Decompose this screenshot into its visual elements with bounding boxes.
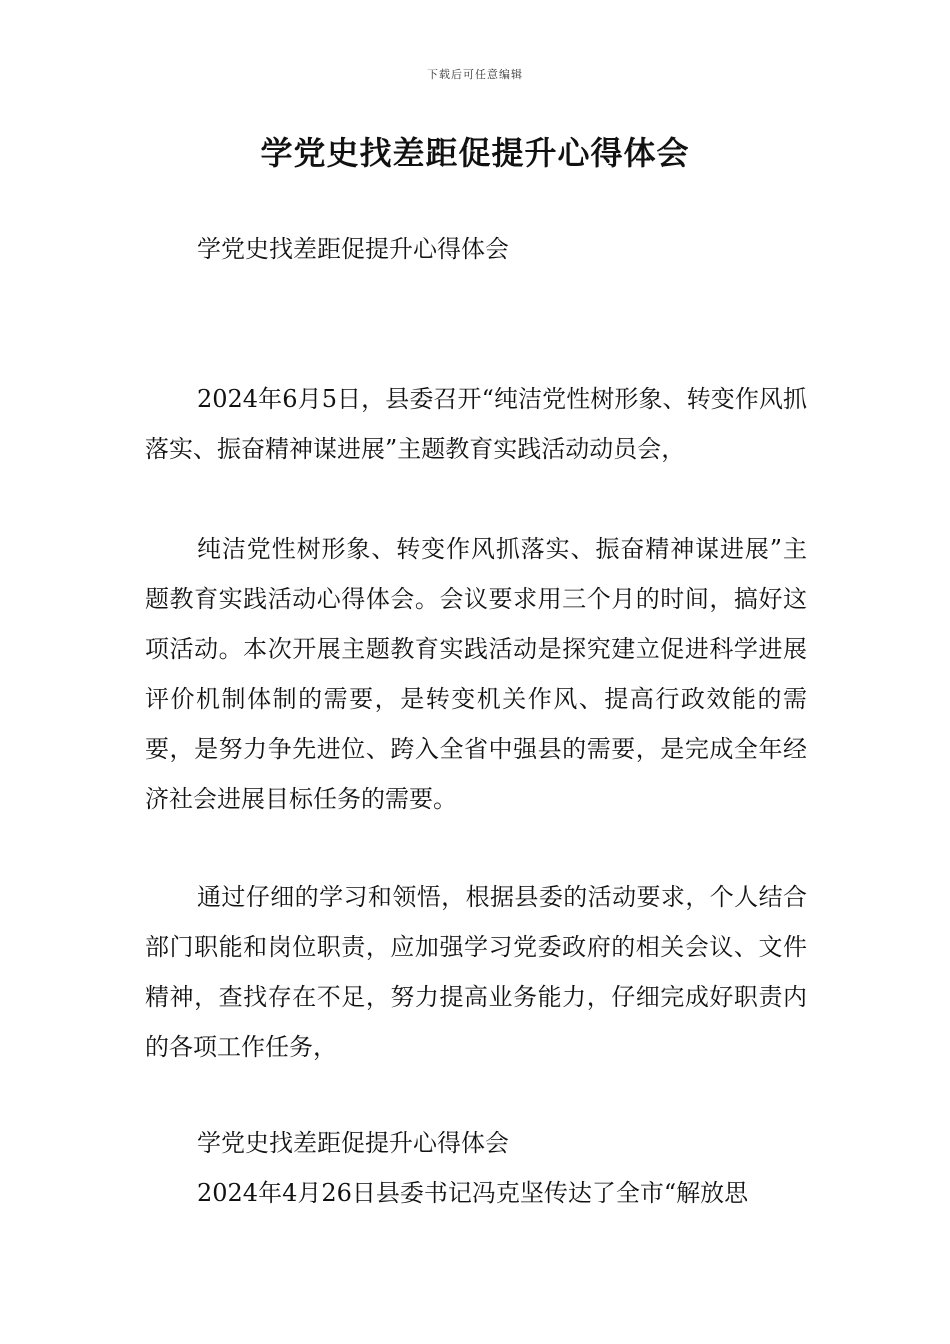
- subtitle: 学党史找差距促提升心得体会: [197, 235, 509, 263]
- paragraph-2: 纯洁党性树形象、转变作风抓落实、振奋精神谋进展”主题教育实践活动心得体会。会议要求用三个月的时间，搞好这项活动。本次开展主题教育实践活动是探究建立促进科学进展评价机制体制的需要，是转变机关作风、提高行政效能的需要，是努力争先进位、跨入全省中强县的需要，是完成全年经济社会进展目标任务的需要。: [145, 535, 807, 813]
- header-note: 下载后可任意编辑: [427, 68, 523, 81]
- subtitle-2: 学党史找差距促提升心得体会: [197, 1129, 509, 1157]
- document-title: 学党史找差距促提升心得体会: [260, 134, 690, 172]
- paragraph-1: 2024年6月5日，县委召开“纯洁党性树形象、转变作风抓落实、振奋精神谋进展”主题教育实践活动动员会，: [145, 385, 807, 463]
- paragraph-3: 通过仔细的学习和领悟，根据县委的活动要求，个人结合部门职能和岗位职责，应加强学习党委政府的相关会议、文件精神，查找存在不足，努力提高业务能力，仔细完成好职责内的各项工作任务，: [145, 883, 807, 1061]
- paragraph-4-first-line: 2024年4月26日县委书记冯克坚传达了全市“解放思: [197, 1179, 749, 1207]
